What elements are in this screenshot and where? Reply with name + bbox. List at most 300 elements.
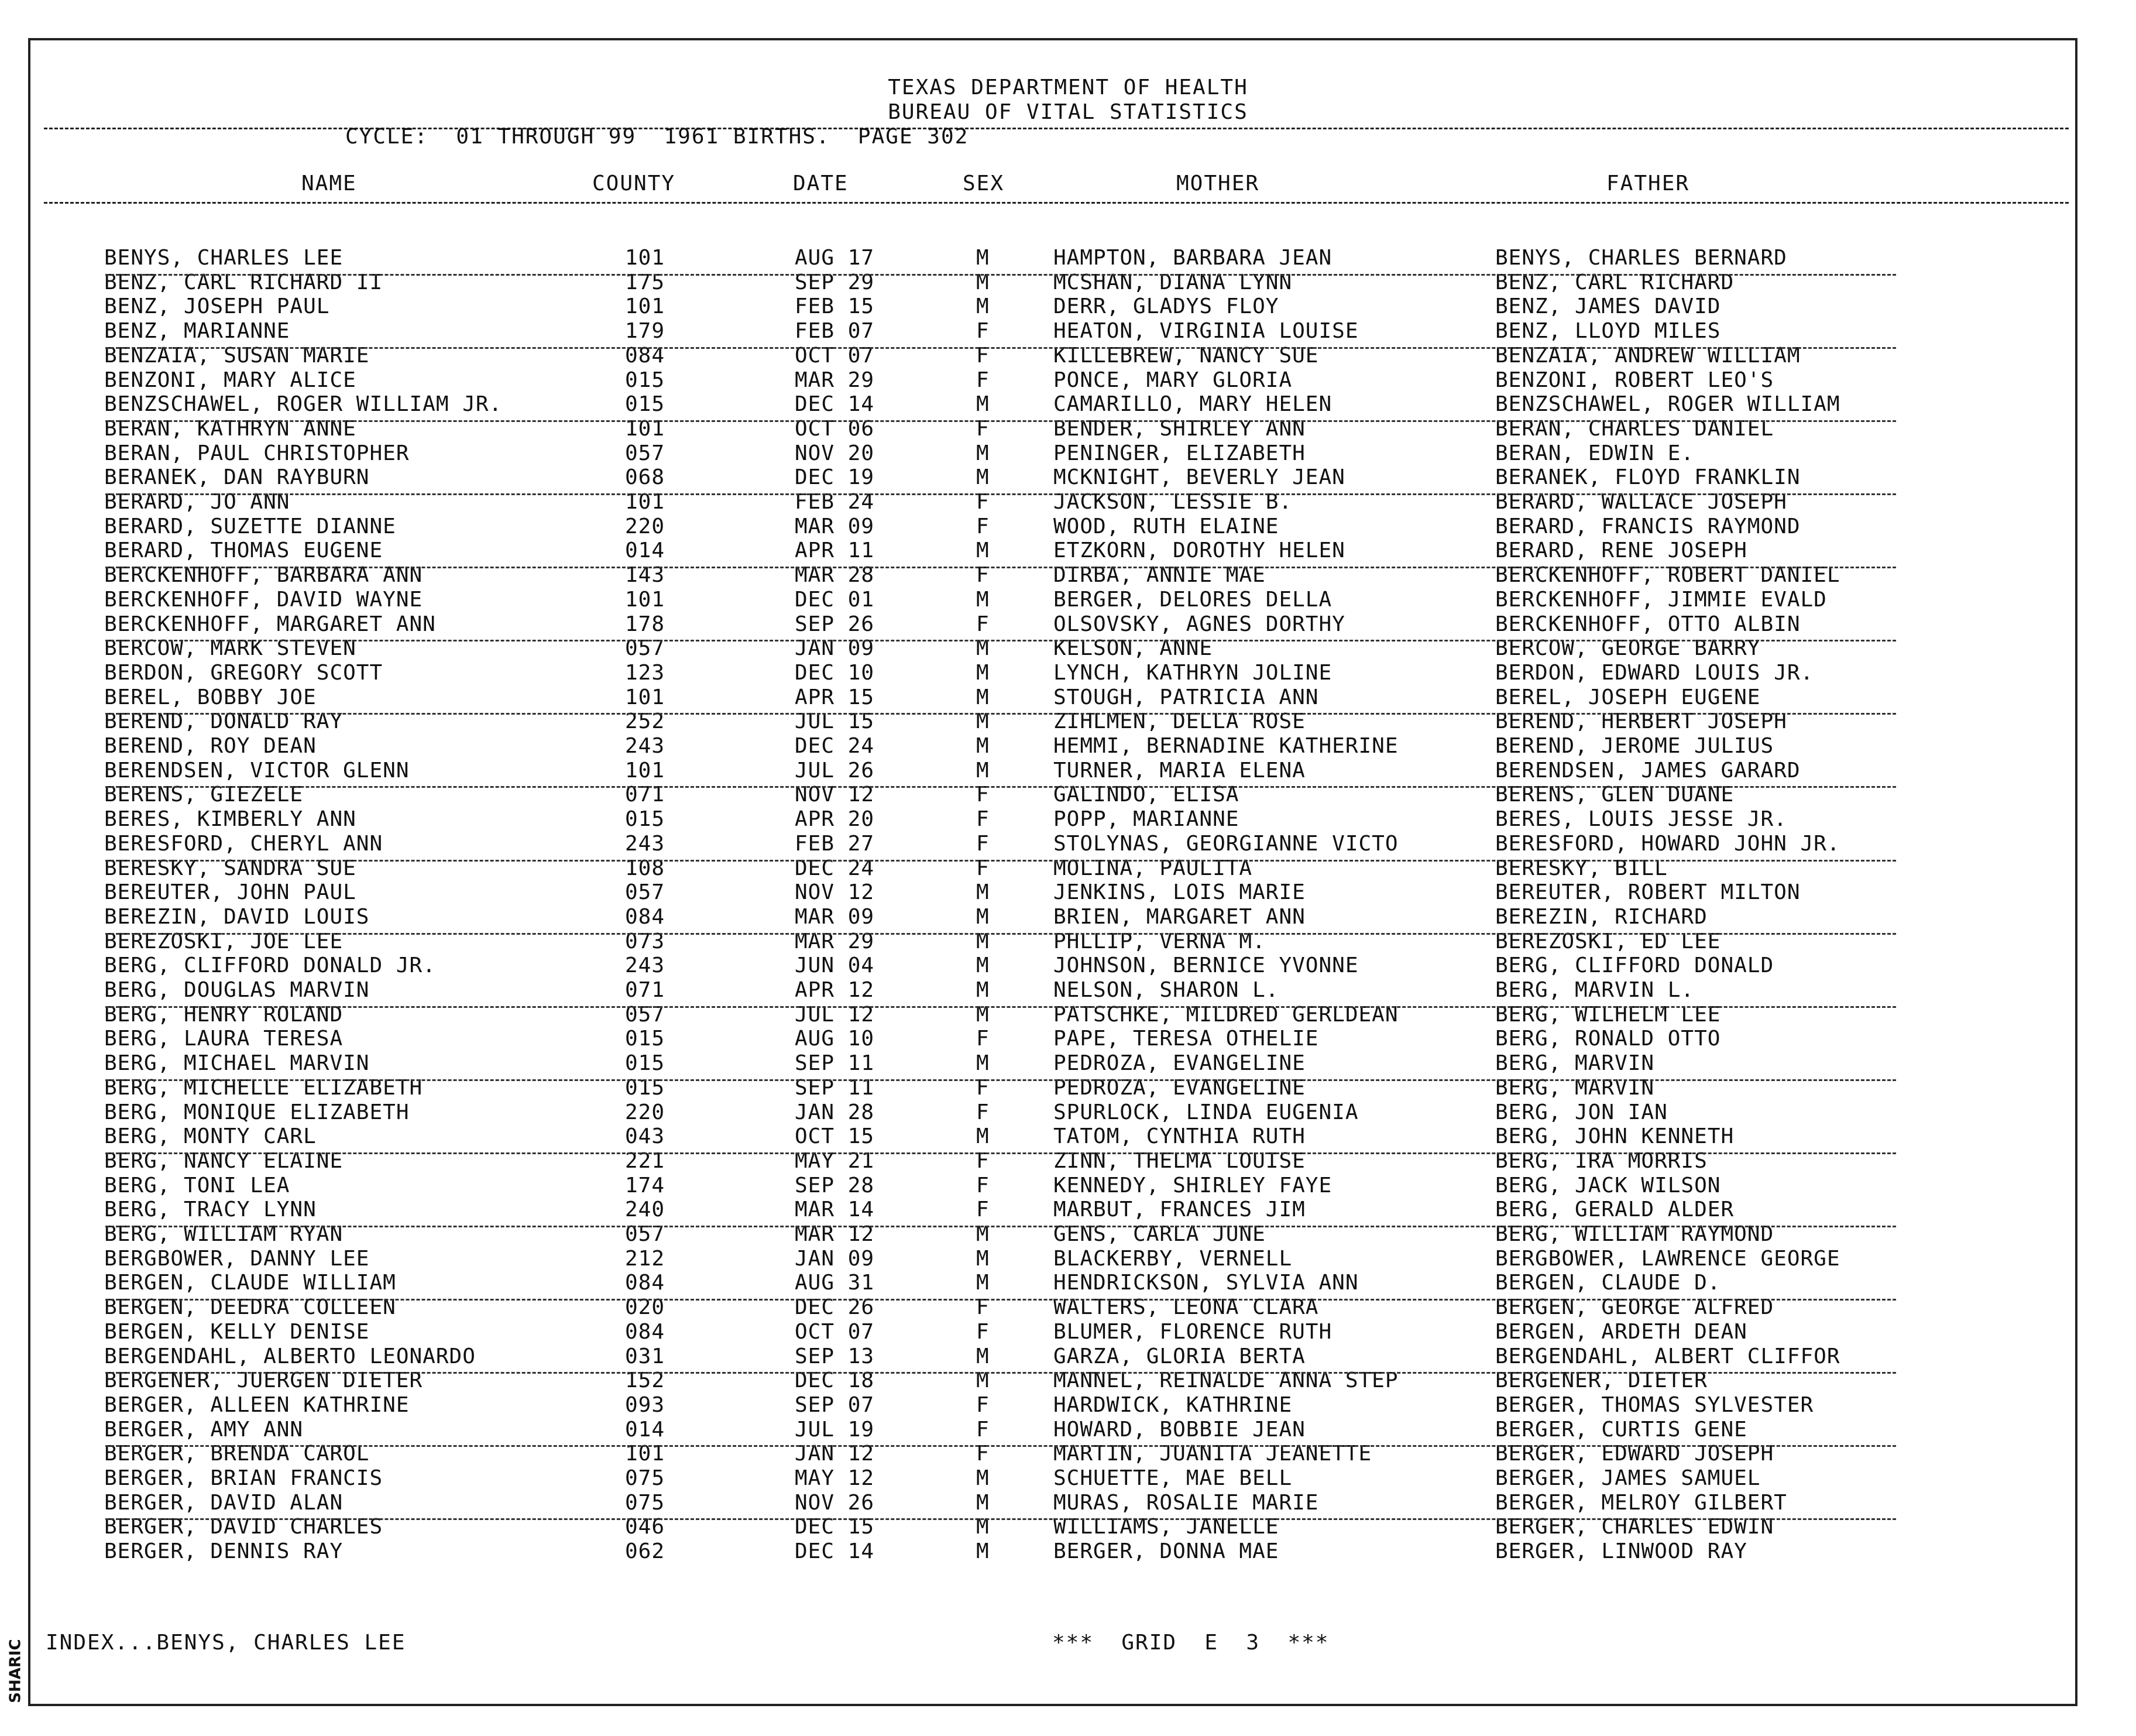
cell-sex: M (976, 929, 990, 953)
table-row (0, 929, 2136, 953)
cell-mother: STOUGH, PATRICIA ANN (1053, 685, 1319, 709)
table-row (0, 392, 2136, 416)
cell-name: BERCKENHOFF, BARBARA ANN (104, 563, 423, 587)
cell-father: BEREL, JOSEPH EUGENE (1495, 685, 1761, 709)
cell-mother: HEATON, VIRGINIA LOUISE (1053, 319, 1359, 343)
cell-sex: F (976, 319, 990, 343)
cell-county: 101 (625, 759, 665, 783)
cell-name: BERANEK, DAN RAYBURN (104, 465, 370, 489)
cell-father: BERGBOWER, LAWRENCE GEORGE (1495, 1247, 1840, 1271)
cell-date: MAR 29 (795, 929, 875, 953)
cycle-line: CYCLE: 01 THROUGH 99 1961 BIRTHS. PAGE 302 (345, 125, 969, 149)
cell-father: BERGER, MELROY GILBERT (1495, 1491, 1787, 1515)
cell-mother: PEDROZA, EVANGELINE (1053, 1076, 1306, 1100)
cell-mother: PONCE, MARY GLORIA (1053, 368, 1293, 392)
table-row (0, 1539, 2136, 1563)
row-strike-line (105, 1372, 1896, 1374)
cell-father: BERARD, FRANCIS RAYMOND (1495, 514, 1801, 538)
table-row (0, 1051, 2136, 1075)
cell-father: BEREZIN, RICHARD (1495, 905, 1708, 929)
cell-mother: GALINDO, ELISA (1053, 783, 1239, 807)
cell-name: BERES, KIMBERLY ANN (104, 807, 356, 831)
cell-mother: PATSCHKE, MILDRED GERLDEAN (1053, 1003, 1399, 1027)
cell-date: NOV 12 (795, 880, 875, 904)
cell-date: MAR 14 (795, 1198, 875, 1222)
table-row (0, 1491, 2136, 1515)
cell-county: 084 (625, 1271, 665, 1295)
cell-county: 220 (625, 514, 665, 538)
cell-date: DEC 10 (795, 661, 875, 685)
cell-name: BEREZIN, DAVID LOUIS (104, 905, 370, 929)
cell-father: BERES, LOUIS JESSE JR. (1495, 807, 1787, 831)
cell-name: BERG, TONI LEA (104, 1174, 290, 1198)
cell-name: BENZ, JOSEPH PAUL (104, 294, 330, 318)
cell-name: BENZONI, MARY ALICE (104, 368, 356, 392)
cell-county: 014 (625, 1418, 665, 1442)
cell-date: OCT 15 (795, 1124, 875, 1148)
cell-mother: MARBUT, FRANCES JIM (1053, 1198, 1306, 1222)
cell-sex: M (976, 1247, 990, 1271)
cell-date: MAR 09 (795, 905, 875, 929)
cell-name: BENYS, CHARLES LEE (104, 246, 344, 270)
cell-sex: M (976, 270, 990, 294)
cell-county: 057 (625, 1222, 665, 1246)
cell-mother: JACKSON, LESSIE B. (1053, 490, 1293, 514)
cell-mother: WOOD, RUTH ELAINE (1053, 514, 1279, 538)
cell-county: 174 (625, 1174, 665, 1198)
col-header-mother: MOTHER (1176, 171, 1260, 195)
cell-mother: MANNEL, REINALDE ANNA STEP (1053, 1368, 1399, 1392)
cell-name: BERG, MONTY CARL (104, 1124, 317, 1148)
cell-sex: M (976, 685, 990, 709)
table-row (0, 1027, 2136, 1051)
cell-father: BERENS, GLEN DUANE (1495, 783, 1735, 807)
cell-name: BERGBOWER, DANNY LEE (104, 1247, 370, 1271)
cell-name: BERAN, PAUL CHRISTOPHER (104, 441, 410, 465)
cell-father: BENYS, CHARLES BERNARD (1495, 246, 1787, 270)
cell-sex: M (976, 1003, 990, 1027)
cell-father: BERGEN, CLAUDE D. (1495, 1271, 1721, 1295)
cell-date: MAY 21 (795, 1149, 875, 1173)
cell-sex: M (976, 392, 990, 416)
cell-sex: M (976, 1051, 990, 1075)
cell-sex: M (976, 759, 990, 783)
cell-mother: BRIEN, MARGARET ANN (1053, 905, 1306, 929)
cell-date: APR 12 (795, 978, 875, 1002)
row-strike-line (105, 713, 1896, 715)
row-strike-line (105, 1299, 1896, 1301)
cell-date: MAR 12 (795, 1222, 875, 1246)
cell-county: 093 (625, 1393, 665, 1417)
cell-date: NOV 20 (795, 441, 875, 465)
cell-sex: M (976, 441, 990, 465)
cell-county: 101 (625, 588, 665, 612)
table-row (0, 368, 2136, 392)
cell-county: 221 (625, 1149, 665, 1173)
cell-mother: GARZA, GLORIA BERTA (1053, 1344, 1306, 1368)
cell-name: BEREL, BOBBY JOE (104, 685, 317, 709)
cell-date: FEB 15 (795, 294, 875, 318)
cell-mother: ZIHLMEN, DELLA ROSE (1053, 709, 1306, 733)
table-row (0, 661, 2136, 685)
cell-county: 220 (625, 1100, 665, 1124)
cell-father: BEREZOSKI, ED LEE (1495, 929, 1721, 953)
cell-county: 015 (625, 1027, 665, 1051)
cell-father: BERG, CLIFFORD DONALD (1495, 953, 1774, 977)
cell-date: SEP 13 (795, 1344, 875, 1368)
cell-mother: OLSOVSKY, AGNES DORTHY (1053, 612, 1345, 636)
cell-father: BERCOW, GEORGE BARRY (1495, 636, 1761, 660)
cell-mother: HENDRICKSON, SYLVIA ANN (1053, 1271, 1359, 1295)
table-row (0, 1515, 2136, 1539)
cell-mother: WALTERS, LEONA CLARA (1053, 1295, 1319, 1319)
cell-father: BEREND, JEROME JULIUS (1495, 734, 1774, 758)
cell-date: MAR 29 (795, 368, 875, 392)
table-row (0, 1368, 2136, 1392)
cell-father: BERDON, EDWARD LOUIS JR. (1495, 661, 1814, 685)
cell-date: OCT 06 (795, 417, 875, 441)
cell-sex: F (976, 1320, 990, 1344)
cell-name: BERENDSEN, VICTOR GLENN (104, 759, 410, 783)
cell-mother: DERR, GLADYS FLOY (1053, 294, 1279, 318)
cell-father: BEREUTER, ROBERT MILTON (1495, 880, 1801, 904)
table-row (0, 270, 2136, 294)
cell-sex: F (976, 368, 990, 392)
cell-sex: M (976, 1222, 990, 1246)
cell-date: OCT 07 (795, 344, 875, 368)
cell-date: NOV 26 (795, 1491, 875, 1515)
cell-father: BERGER, THOMAS SYLVESTER (1495, 1393, 1814, 1417)
cell-name: BERESFORD, CHERYL ANN (104, 832, 383, 856)
cell-father: BERG, WILHELM LEE (1495, 1003, 1721, 1027)
cell-county: 101 (625, 685, 665, 709)
row-strike-line (105, 1445, 1896, 1447)
cell-name: BEREND, DONALD RAY (104, 709, 344, 733)
cell-county: 015 (625, 368, 665, 392)
cell-name: BERCOW, MARK STEVEN (104, 636, 356, 660)
cell-county: 015 (625, 807, 665, 831)
cell-date: DEC 18 (795, 1368, 875, 1392)
row-strike-line (105, 1518, 1896, 1520)
cell-name: BEREND, ROY DEAN (104, 734, 317, 758)
cell-mother: HEMMI, BERNADINE KATHERINE (1053, 734, 1399, 758)
cell-father: BERG, WILLIAM RAYMOND (1495, 1222, 1774, 1246)
cell-mother: HOWARD, BOBBIE JEAN (1053, 1418, 1306, 1442)
table-row (0, 1149, 2136, 1173)
cell-father: BERARD, RENE JOSEPH (1495, 538, 1747, 562)
cell-sex: M (976, 880, 990, 904)
cell-mother: TATOM, CYNTHIA RUTH (1053, 1124, 1306, 1148)
cell-name: BERG, HENRY ROLAND (104, 1003, 344, 1027)
table-row (0, 514, 2136, 538)
cell-mother: ZINN, THELMA LOUISE (1053, 1149, 1306, 1173)
cell-date: DEC 15 (795, 1515, 875, 1539)
footer-grid: *** GRID E 3 *** (1052, 1631, 1330, 1655)
cell-name: BERG, NANCY ELAINE (104, 1149, 344, 1173)
col-header-sex: SEX (963, 171, 1005, 195)
cell-name: BERGER, DENNIS RAY (104, 1539, 344, 1563)
table-row (0, 832, 2136, 856)
col-header-father: FATHER (1606, 171, 1690, 195)
cell-county: 101 (625, 246, 665, 270)
row-strike-line (105, 493, 1896, 495)
cell-sex: M (976, 465, 990, 489)
cell-county: 243 (625, 832, 665, 856)
cell-county: 015 (625, 392, 665, 416)
cell-date: SEP 11 (795, 1076, 875, 1100)
cell-name: BERARD, THOMAS EUGENE (104, 538, 383, 562)
cell-father: BENZSCHAWEL, ROGER WILLIAM (1495, 392, 1840, 416)
cell-mother: PENINGER, ELIZABETH (1053, 441, 1306, 465)
cell-mother: GENS, CARLA JUNE (1053, 1222, 1266, 1246)
cell-county: 075 (625, 1466, 665, 1490)
cell-date: FEB 27 (795, 832, 875, 856)
cell-mother: ETZKORN, DOROTHY HELEN (1053, 538, 1345, 562)
cell-date: SEP 26 (795, 612, 875, 636)
cell-father: BERG, IRA MORRIS (1495, 1149, 1708, 1173)
table-row (0, 588, 2136, 612)
cell-county: 057 (625, 441, 665, 465)
cell-date: MAY 12 (795, 1466, 875, 1490)
cell-father: BENZAIA, ANDREW WILLIAM (1495, 344, 1801, 368)
footer-index: INDEX...BENYS, CHARLES LEE (46, 1631, 406, 1655)
cell-date: DEC 24 (795, 734, 875, 758)
cell-county: 152 (625, 1368, 665, 1392)
cell-sex: M (976, 1491, 990, 1515)
cell-name: BERGER, BRIAN FRANCIS (104, 1466, 383, 1490)
row-strike-line (105, 1079, 1896, 1081)
cell-county: 143 (625, 563, 665, 587)
row-strike-line (105, 1226, 1896, 1227)
cell-name: BERG, WILLIAM RYAN (104, 1222, 344, 1246)
cell-father: BERANEK, FLOYD FRANKLIN (1495, 465, 1801, 489)
table-row (0, 1247, 2136, 1271)
table-row (0, 953, 2136, 977)
cell-name: BERGER, AMY ANN (104, 1418, 304, 1442)
cell-sex: M (976, 709, 990, 733)
cell-county: 212 (625, 1247, 665, 1271)
cell-sex: F (976, 1027, 990, 1051)
cell-county: 057 (625, 1003, 665, 1027)
cell-father: BENZ, LLOYD MILES (1495, 319, 1721, 343)
cell-county: 101 (625, 417, 665, 441)
cell-mother: LYNCH, KATHRYN JOLINE (1053, 661, 1333, 685)
table-row (0, 1076, 2136, 1100)
cell-mother: MCKNIGHT, BEVERLY JEAN (1053, 465, 1345, 489)
col-header-date: DATE (793, 171, 849, 195)
cell-county: 101 (625, 1442, 665, 1466)
cell-sex: F (976, 1295, 990, 1319)
cell-county: 252 (625, 709, 665, 733)
cell-sex: F (976, 1100, 990, 1124)
table-row (0, 319, 2136, 343)
cell-date: JAN 09 (795, 1247, 875, 1271)
row-strike-line (105, 420, 1896, 422)
side-label: SHARIC (6, 1639, 25, 1703)
cell-date: DEC 14 (795, 392, 875, 416)
cell-sex: M (976, 588, 990, 612)
cell-mother: KENNEDY, SHIRLEY FAYE (1053, 1174, 1333, 1198)
cell-date: AUG 31 (795, 1271, 875, 1295)
cell-county: 084 (625, 1320, 665, 1344)
cell-sex: M (976, 1515, 990, 1539)
cell-date: DEC 01 (795, 588, 875, 612)
table-row (0, 807, 2136, 831)
cell-county: 071 (625, 783, 665, 807)
cell-name: BENZ, MARIANNE (104, 319, 290, 343)
cell-father: BERARD, WALLACE JOSEPH (1495, 490, 1787, 514)
cell-sex: F (976, 1418, 990, 1442)
cell-date: SEP 07 (795, 1393, 875, 1417)
table-row (0, 685, 2136, 709)
cell-mother: KILLEBREW, NANCY SUE (1053, 344, 1319, 368)
cell-sex: M (976, 1124, 990, 1148)
cell-county: 015 (625, 1076, 665, 1100)
cell-date: JUN 04 (795, 953, 875, 977)
cell-date: AUG 10 (795, 1027, 875, 1051)
cell-mother: JOHNSON, BERNICE YVONNE (1053, 953, 1359, 977)
cell-name: BENZAIA, SUSAN MARIE (104, 344, 370, 368)
table-row (0, 441, 2136, 465)
cell-name: BERGER, DAVID ALAN (104, 1491, 344, 1515)
cell-sex: M (976, 978, 990, 1002)
cell-mother: CAMARILLO, MARY HELEN (1053, 392, 1333, 416)
cell-sex: F (976, 417, 990, 441)
header-subtitle: BUREAU OF VITAL STATISTICS (888, 100, 1248, 124)
cell-date: JAN 12 (795, 1442, 875, 1466)
cell-mother: DIRBA, ANNIE MAE (1053, 563, 1266, 587)
cell-sex: M (976, 1539, 990, 1563)
cell-date: JUL 15 (795, 709, 875, 733)
cell-mother: HAMPTON, BARBARA JEAN (1053, 246, 1333, 270)
table-row (0, 636, 2136, 660)
cell-sex: F (976, 783, 990, 807)
cell-sex: F (976, 1149, 990, 1173)
table-row (0, 905, 2136, 929)
table-row (0, 1271, 2136, 1295)
cell-sex: M (976, 1368, 990, 1392)
cell-date: APR 11 (795, 538, 875, 562)
table-row (0, 1442, 2136, 1466)
cell-father: BERG, JON IAN (1495, 1100, 1668, 1124)
table-row (0, 1222, 2136, 1246)
cell-sex: M (976, 1344, 990, 1368)
cell-mother: KELSON, ANNE (1053, 636, 1213, 660)
table-row (0, 246, 2136, 270)
cell-date: NOV 12 (795, 783, 875, 807)
cell-date: APR 15 (795, 685, 875, 709)
cell-mother: MURAS, ROSALIE MARIE (1053, 1491, 1319, 1515)
cell-county: 071 (625, 978, 665, 1002)
table-row (0, 978, 2136, 1002)
cell-name: BEREZOSKI, JOE LEE (104, 929, 344, 953)
cell-father: BENZ, JAMES DAVID (1495, 294, 1721, 318)
cell-county: 075 (625, 1491, 665, 1515)
cell-father: BERCKENHOFF, JIMMIE EVALD (1495, 588, 1827, 612)
cell-name: BERARD, SUZETTE DIANNE (104, 514, 396, 538)
cell-father: BERG, JOHN KENNETH (1495, 1124, 1735, 1148)
cell-name: BERGENER, JUERGEN DIETER (104, 1368, 423, 1392)
cell-county: 073 (625, 929, 665, 953)
cell-father: BERG, MARVIN (1495, 1051, 1655, 1075)
cell-county: 084 (625, 344, 665, 368)
table-row (0, 1198, 2136, 1222)
cell-mother: WILLIAMS, JANELLE (1053, 1515, 1279, 1539)
cell-father: BERG, RONALD OTTO (1495, 1027, 1721, 1051)
table-row (0, 783, 2136, 807)
table-row (0, 1418, 2136, 1442)
cell-name: BERG, LAURA TERESA (104, 1027, 344, 1051)
row-strike-line (105, 640, 1896, 641)
cell-father: BERENDSEN, JAMES GARARD (1495, 759, 1801, 783)
row-strike-line (105, 786, 1896, 788)
cell-sex: M (976, 734, 990, 758)
cell-date: SEP 28 (795, 1174, 875, 1198)
cell-county: 031 (625, 1344, 665, 1368)
cell-name: BERG, DOUGLAS MARVIN (104, 978, 370, 1002)
cell-county: 243 (625, 953, 665, 977)
cell-father: BERGER, JAMES SAMUEL (1495, 1466, 1761, 1490)
cell-sex: F (976, 832, 990, 856)
cell-name: BERGER, BRENDA CAROL (104, 1442, 370, 1466)
cell-county: 043 (625, 1124, 665, 1148)
cell-county: 014 (625, 538, 665, 562)
cell-mother: SPURLOCK, LINDA EUGENIA (1053, 1100, 1359, 1124)
table-row (0, 1393, 2136, 1417)
cell-name: BERAN, KATHRYN ANNE (104, 417, 356, 441)
cell-mother: MCSHAN, DIANA LYNN (1053, 270, 1293, 294)
cell-date: FEB 24 (795, 490, 875, 514)
table-row (0, 465, 2136, 489)
cell-date: JUL 19 (795, 1418, 875, 1442)
cell-father: BERG, JACK WILSON (1495, 1174, 1721, 1198)
cell-sex: M (976, 294, 990, 318)
cell-name: BERCKENHOFF, DAVID WAYNE (104, 588, 423, 612)
cell-mother: MARTIN, JUANITA JEANETTE (1053, 1442, 1372, 1466)
cell-county: 178 (625, 612, 665, 636)
cell-date: JAN 28 (795, 1100, 875, 1124)
table-row (0, 563, 2136, 587)
cell-mother: JENKINS, LOIS MARIE (1053, 880, 1306, 904)
cell-county: 057 (625, 880, 665, 904)
cell-name: BERDON, GREGORY SCOTT (104, 661, 383, 685)
cell-father: BERGER, CURTIS GENE (1495, 1418, 1747, 1442)
row-strike-line (105, 860, 1896, 862)
cell-county: 175 (625, 270, 665, 294)
cell-father: BERGER, EDWARD JOSEPH (1495, 1442, 1774, 1466)
cell-sex: M (976, 246, 990, 270)
cell-date: APR 20 (795, 807, 875, 831)
table-row (0, 856, 2136, 880)
cell-name: BERGEN, CLAUDE WILLIAM (104, 1271, 396, 1295)
table-row (0, 709, 2136, 733)
cell-name: BERGER, DAVID CHARLES (104, 1515, 383, 1539)
cell-date: MAR 28 (795, 563, 875, 587)
cell-name: BERGER, ALLEEN KATHRINE (104, 1393, 410, 1417)
cell-mother: SCHUETTE, MAE BELL (1053, 1466, 1293, 1490)
table-row (0, 490, 2136, 514)
cell-name: BENZ, CARL RICHARD II (104, 270, 383, 294)
cell-county: 101 (625, 490, 665, 514)
cell-mother: NELSON, SHARON L. (1053, 978, 1279, 1002)
table-row (0, 417, 2136, 441)
column-divider (44, 202, 2069, 204)
cell-county: 057 (625, 636, 665, 660)
cell-mother: BLUMER, FLORENCE RUTH (1053, 1320, 1333, 1344)
table-row (0, 294, 2136, 318)
cell-mother: TURNER, MARIA ELENA (1053, 759, 1306, 783)
cell-name: BERESKY, SANDRA SUE (104, 856, 356, 880)
